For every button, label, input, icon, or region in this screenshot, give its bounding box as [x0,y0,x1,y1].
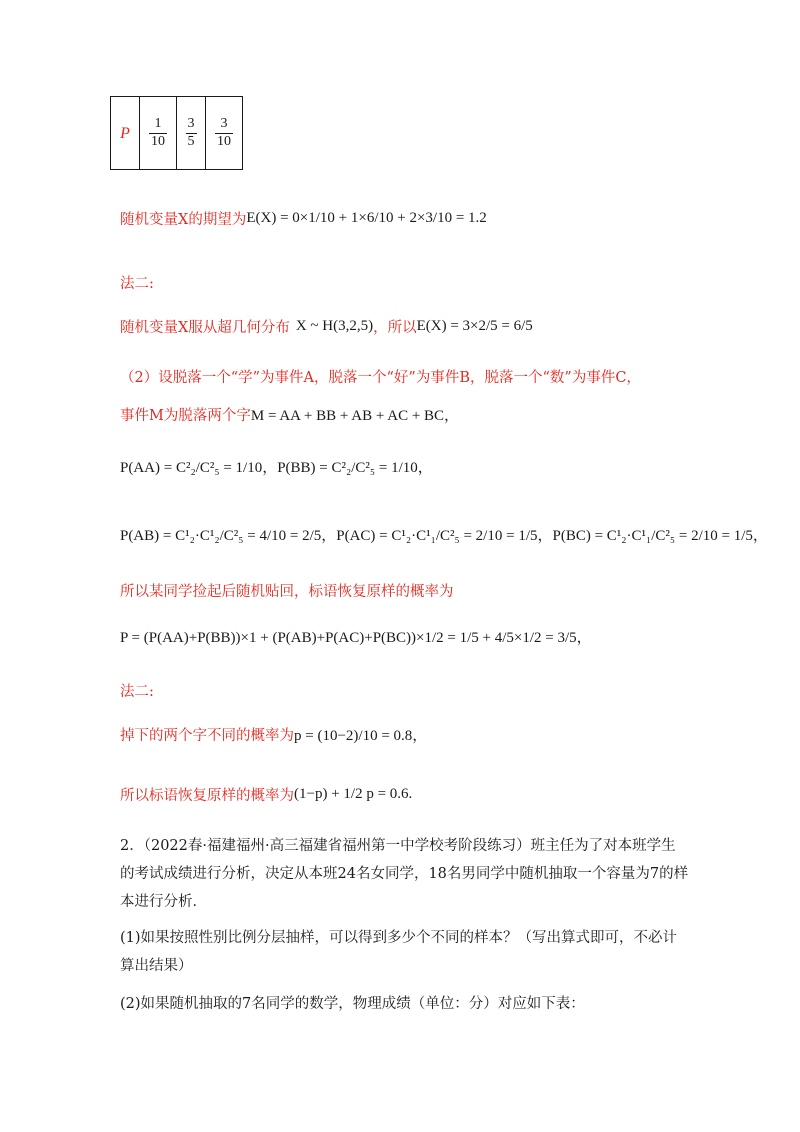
table-label: P [120,125,130,142]
table-cell: $\frac{3}{5}$ [177,97,206,170]
hypergeometric-line [120,316,533,337]
expectation-formula: E(X) = 0×1/10 + 1×6/10 + 2×3/10 = 1.2 [246,210,487,226]
table-label-cell [111,97,140,170]
question2-part2: (2)如果随机抽取的7名同学的数学，物理成绩（单位：分）对应如下表： [120,996,585,1012]
restore-formula: P = (P(AA)+P(BB))×1 + (P(AB)+P(AC)+P(BC))×1/2 = 1/5 + 4/5×1/2 = 3/5， [120,630,592,646]
part2-definition: （2）设脱落一个“学”为事件A，脱落一个“好”为事件B，脱落一个“数”为事件C， [120,370,641,386]
event-m-formula: M = AA + BB + AB + AC + BC， [250,408,460,424]
method2-heading-a: 法二: [120,276,154,292]
expectation-text: 随机变量X的期望为 [120,212,247,228]
question2-part1: (1)如果按照性别比例分层抽样，可以得到多少个不同的样本？（写出算式即可，不必计算出结果） [120,930,678,974]
table-cell: $\frac{1}{10}$ [140,97,177,170]
method2-heading-b: 法二: [120,684,154,700]
probability-table [110,96,243,170]
final-formula: (1−p) + 1/2 p = 0.6. [294,786,413,802]
restore-text: 所以某同学捡起后随机贴回，标语恢复原样的概率为 [120,584,454,600]
p-aa-bb-line: P(AA) = C²₂/C²₅ = 1/10，P(BB) = C²₂/C²₅ = 1/10， [120,460,433,476]
hyper-result: E(X) = 3×2/5 = 6/5 [416,318,533,334]
table-cell: $\frac{3}{10}$ [206,97,243,170]
event-m-line [120,404,459,425]
hyper-formula: X ~ H(3,2,5) [295,318,374,334]
diff-text: 掉下的两个字不同的概率为 [120,728,294,744]
diff-line [120,724,427,745]
p-ab-ac-bc-line: P(AB) = C¹₂·C¹₂/C²₅ = 4/10 = 2/5，P(AC) = C¹₂·C¹₁/C²₅ = 2/10 = 1/5，P(BC) = C¹₂·C¹₁/C²₅ = 2/10 = 1/5， [120,528,768,544]
diff-formula: p = (10−2)/10 = 0.8， [294,728,428,744]
hyper-text-2: ，所以 [373,320,417,336]
expectation-line [120,208,487,229]
hyper-text-1: 随机变量X服从超几何分布 [120,320,290,336]
final-text: 所以标语恢复原样的概率为 [120,788,294,804]
final-line [120,784,412,805]
question2-intro: 2．（2022春·福建福州·高三福建省福州第一中学校考阶段练习）班主任为了对本班学生的考试成绩进行分析，决定从本班24名女同学，18名男同学中随机抽取一个容量为7的样本进行分析． [120,838,689,910]
event-m-text: 事件M为脱落两个字 [120,408,251,424]
